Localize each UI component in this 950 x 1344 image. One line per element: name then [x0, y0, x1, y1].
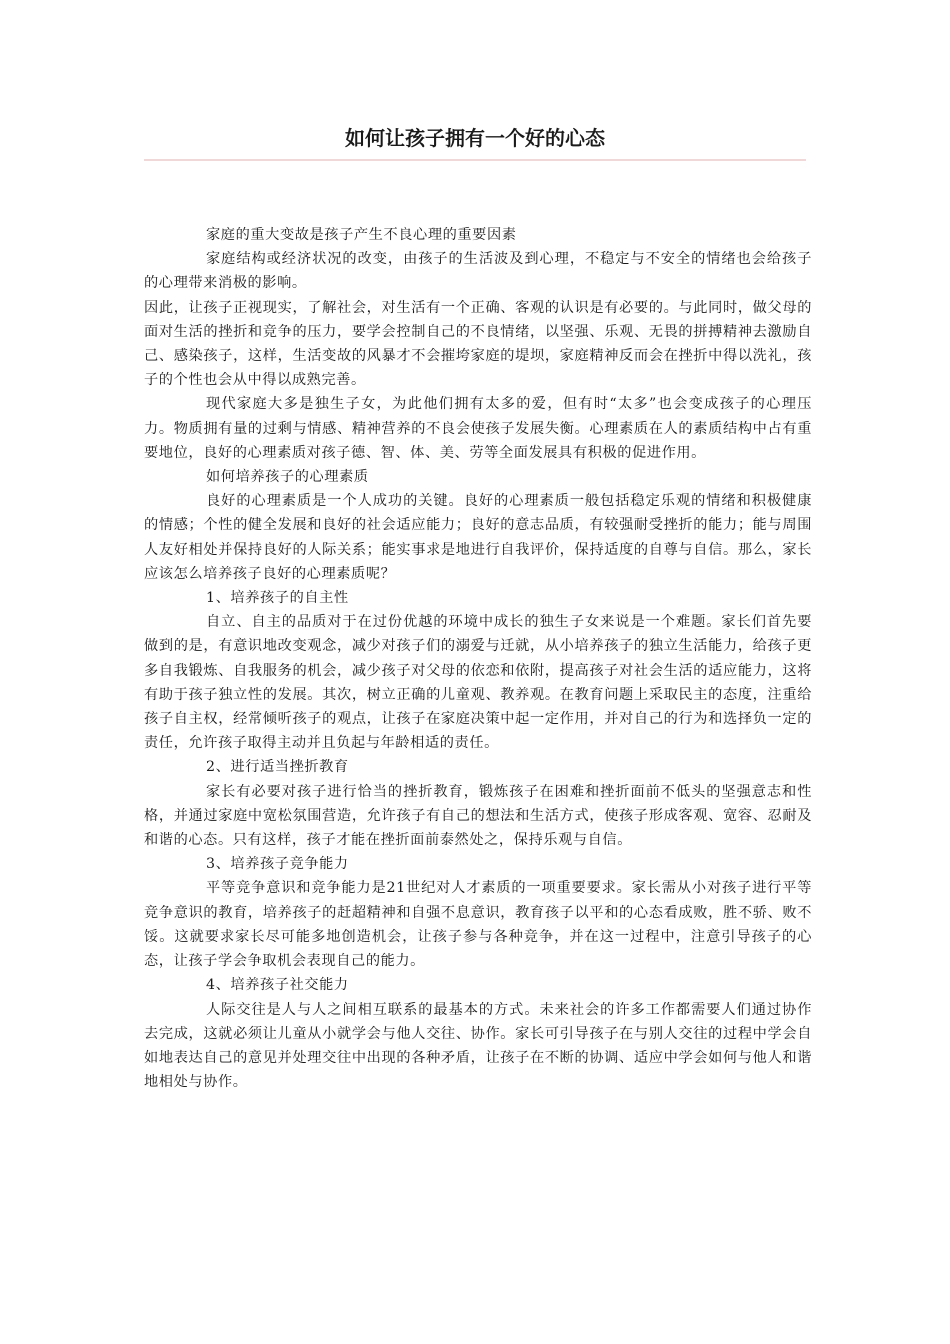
document-title: 如何让孩子拥有一个好的心态	[345, 126, 605, 150]
section-heading-2: 2、进行适当挫折教育	[206, 759, 349, 776]
paragraph: 自立、自主的品质对于在过份优越的环境中成长的独生子女来说是一个难题。家长们首先要做到的是，有意识地改变观念，减少对孩子们的溺爱与迁就，从小培养孩子的独立生活能力，给孩子更多自我锻炼、自我服务的机会，减少孩子对父母的依恋和依附，提高孩子对社会生活的适应能力，这将有助于孩子独立性的发展。其次，树立正确的儿童观、教养观。在教育问题上采取民主的态度，注重给孩子自主权，经常倾听孩子的观点，让孩子在家庭决策中起一定作用，并对自己的行为和选择负一定的责任，允许孩子取得主动并且负起与年龄相适的责任。	[144, 614, 812, 752]
paragraph: 平等竞争意识和竞争能力是21世纪对人才素质的一项重要要求。家长需从小对孩子进行平等竞争意识的教育，培养孩子的赶超精神和自强不息意识，教育孩子以平和的心态看成败，胜不骄、败不馁。这就要求家长尽可能多地创造机会，让孩子参与各种竞争，并在这一过程中，注意引导孩子的心态，让孩子学会争取机会表现自己的能力。	[144, 880, 812, 970]
paragraph: 因此，让孩子正视现实，了解社会，对生活有一个正确、客观的认识是有必要的。与此同时，做父母的面对生活的挫折和竞争的压力，要学会控制自己的不良情绪，以坚强、乐观、无畏的拼搏精神去激励自己、感染孩子，这样，生活变故的风暴才不会摧垮家庭的堤坝，家庭精神反而会在挫折中得以洗礼，孩子的个性也会从中得以成熟完善。	[144, 299, 812, 389]
section-heading-4: 4、培养孩子社交能力	[206, 977, 349, 994]
section-heading-3: 3、培养孩子竞争能力	[206, 856, 349, 873]
paragraph: 良好的心理素质是一个人成功的关键。良好的心理素质一般包括稳定乐观的情绪和积极健康的情感；个性的健全发展和良好的社会适应能力；良好的意志品质，有较强耐受挫折的能力；能与周围人友好相处并保持良好的人际关系；能实事求是地进行自我评价，保持适度的自尊与自信。那么，家长应该怎么培养孩子良好的心理素质呢？	[144, 493, 812, 582]
heading-family-changes: 家庭的重大变故是孩子产生不良心理的重要因素	[206, 227, 517, 243]
paragraph: 家长有必要对孩子进行恰当的挫折教育，锻炼孩子在困难和挫折面前不低头的坚强意志和性格，并通过家庭中宽松氛围营造，允许孩子有自己的想法和生活方式，使孩子形成客观、宽容、忍耐及和谐的心态。只有这样，孩子才能在挫折面前泰然处之，保持乐观与自信。	[144, 783, 812, 849]
document-body	[144, 223, 812, 1094]
paragraph: 现代家庭大多是独生子女，为此他们拥有太多的爱，但有时“太多”也会变成孩子的心理压力。物质拥有量的过剩与情感、精神营养的不良会使孩子发展失衡。心理素质在人的素质结构中占有重要地位，良好的心理素质对孩子德、智、体、美、劳等全面发展具有积极的促进作用。	[144, 396, 812, 461]
title-divider	[144, 159, 806, 161]
section-heading-1: 1、培养孩子的自主性	[206, 590, 349, 607]
heading-psychological-quality: 如何培养孩子的心理素质	[206, 469, 369, 486]
paragraph: 家庭结构或经济状况的改变，由孩子的生活波及到心理，不稳定与不安全的情绪也会给孩子的心理带来消极的影响。	[144, 251, 812, 292]
paragraph: 人际交往是人与人之间相互联系的最基本的方式。未来社会的许多工作都需要人们通过协作去完成，这就必须让儿童从小就学会与他人交往、协作。家长可引导孩子在与别人交往的过程中学会自如地表达自己的意见并处理交往中出现的各种矛盾，让孩子在不断的协调、适应中学会如何与他人和谐地相处与协作。	[144, 1001, 812, 1091]
